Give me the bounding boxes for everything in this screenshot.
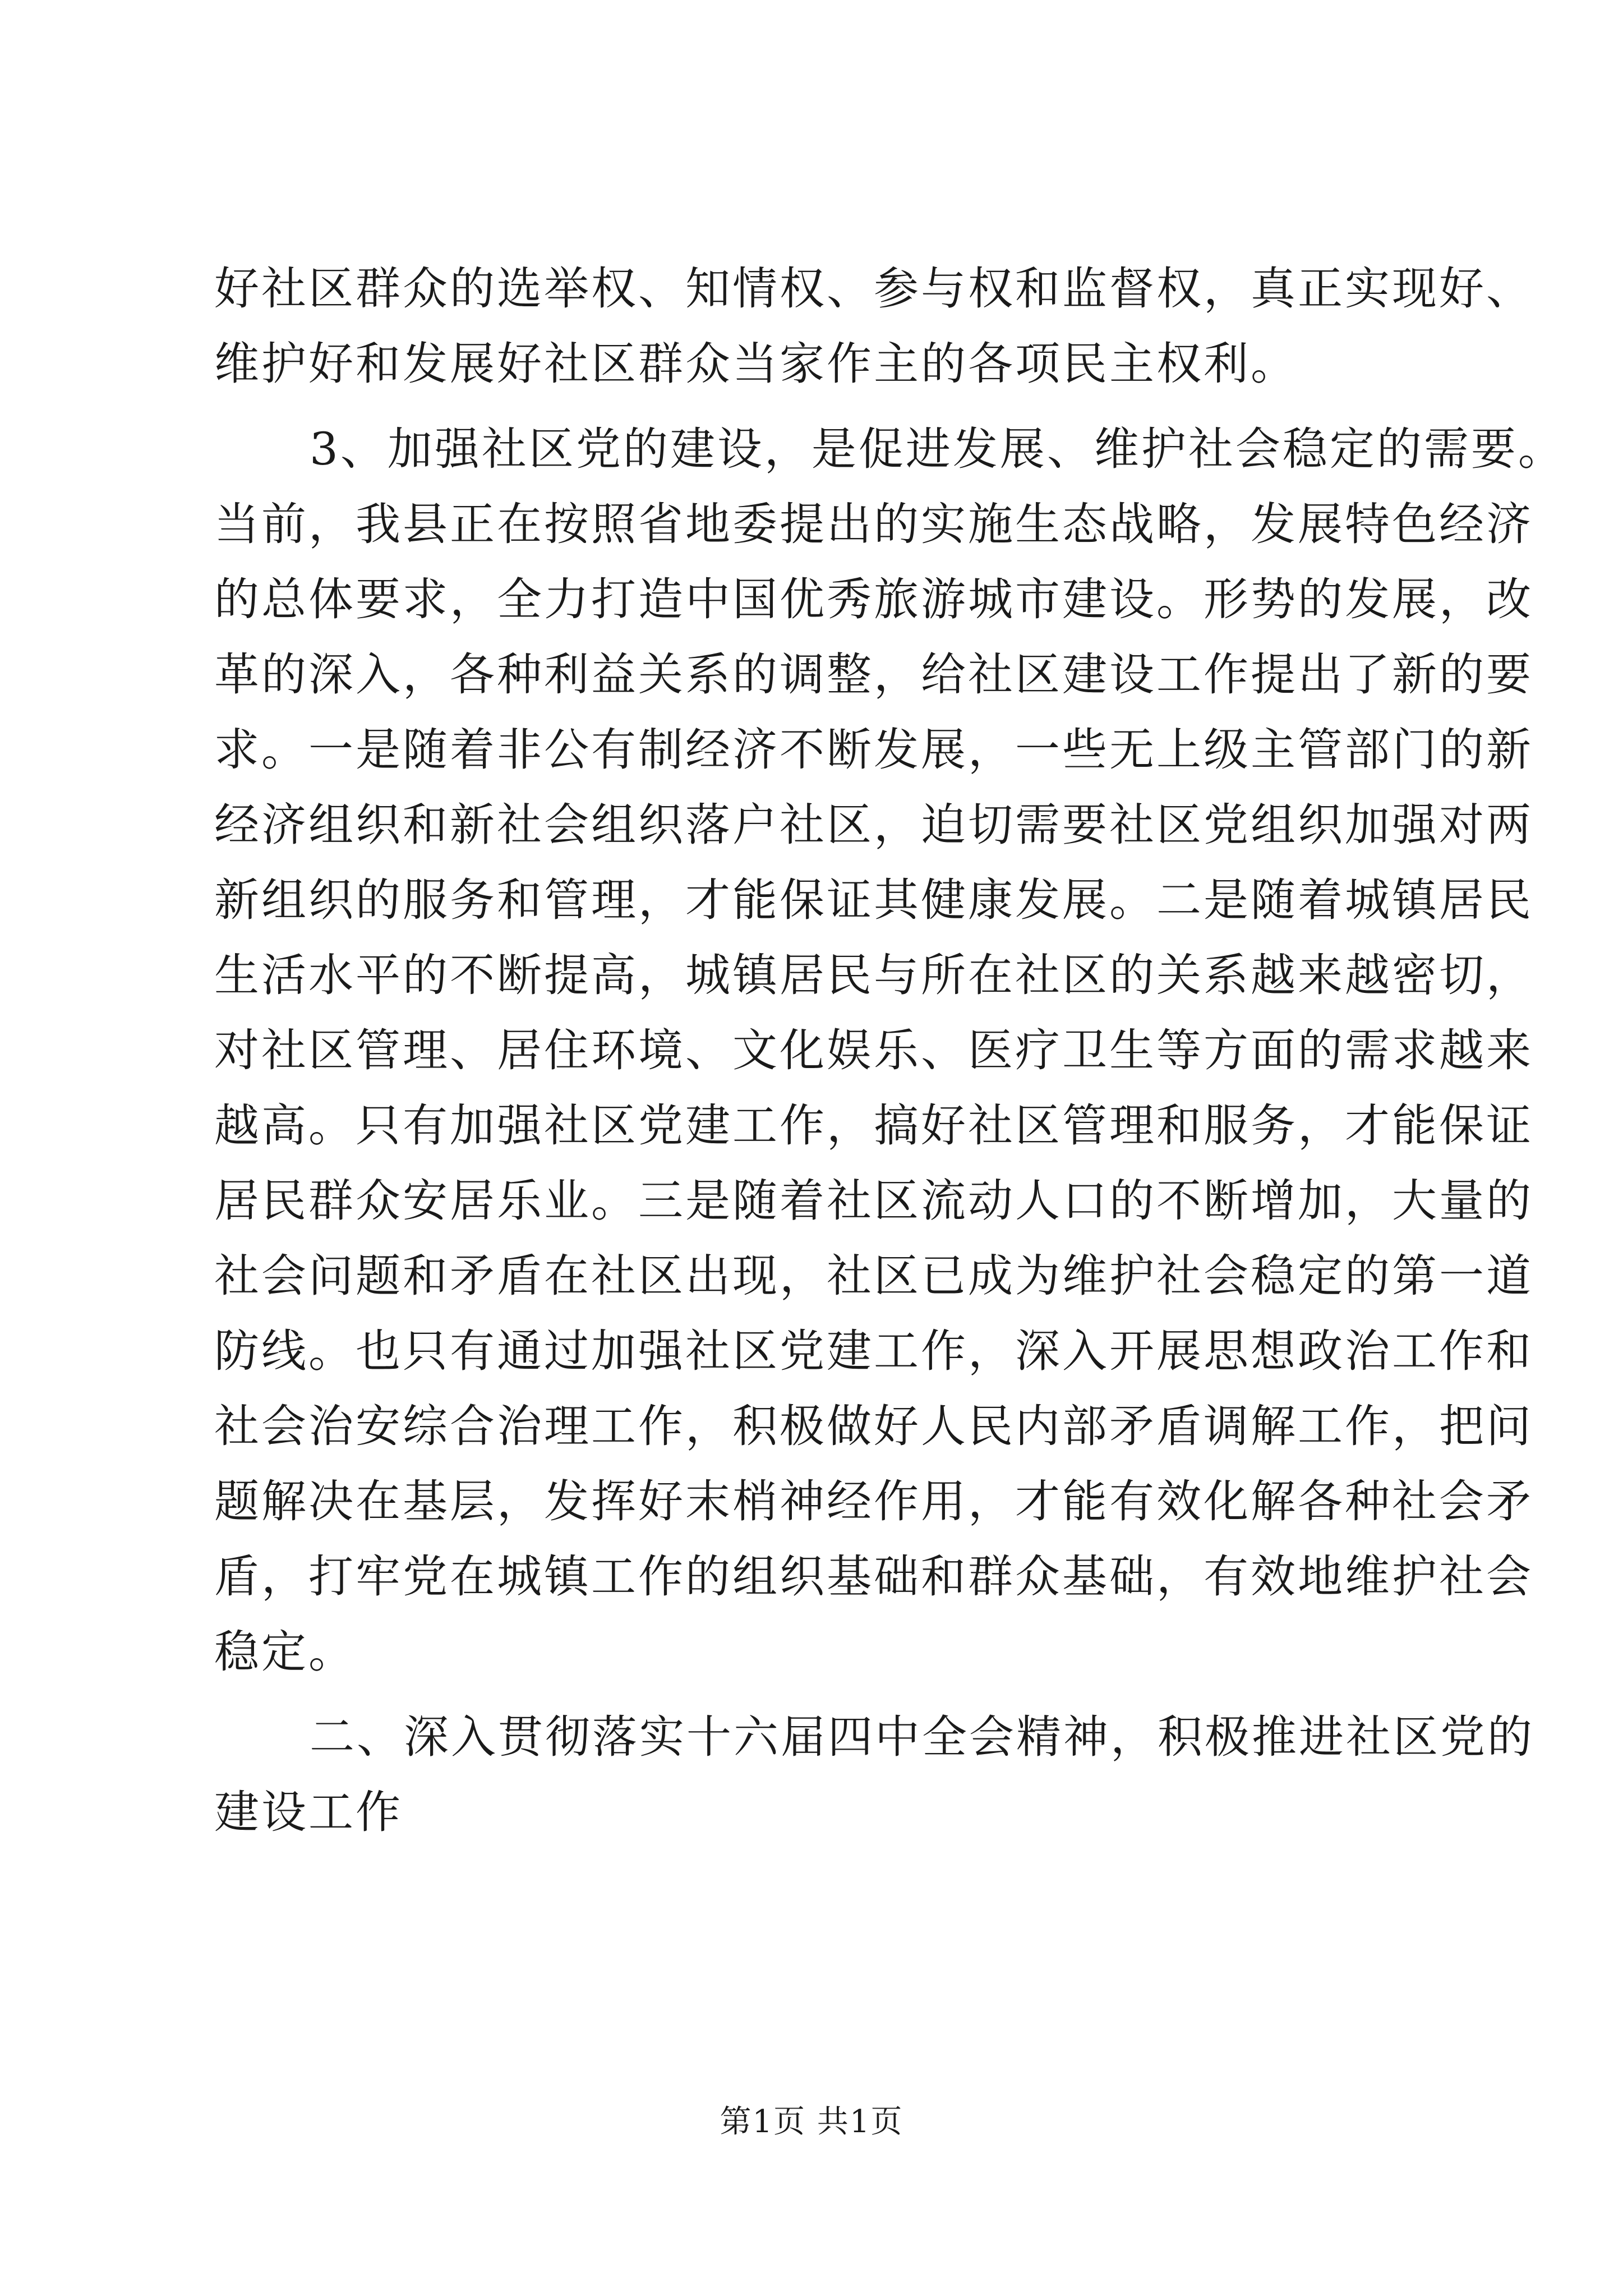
section-heading-continuation: 建设工作 [214, 1786, 403, 1838]
section-heading: 二、深入贯彻落实十六届四中全会精神，积极推进社区党的 [310, 1711, 1534, 1763]
text-line: 稳定。 [214, 1626, 356, 1678]
text-line: 社会治安综合治理工作，积极做好人民内部矛盾调解工作，把问 [214, 1400, 1533, 1452]
text-line: 防线。也只有通过加强社区党建工作，深入开展思想政治工作和 [214, 1325, 1533, 1377]
text-line: 革的深入，各种利益关系的调整，给社区建设工作提出了新的要 [214, 648, 1533, 701]
text-line: 当前，我县正在按照省地委提出的实施生态战略，发展特色经济 [214, 498, 1533, 550]
text-line: 题解决在基层，发挥好末梢神经作用，才能有效化解各种社会矛 [214, 1475, 1533, 1527]
text-line: 维护好和发展好社区群众当家作主的各项民主权利。 [214, 338, 1298, 390]
text-line: 居民群众安居乐业。三是随着社区流动人口的不断增加，大量的 [214, 1175, 1533, 1227]
page-footer: 第1页 共1页 [720, 2104, 903, 2140]
text-line: 对社区管理、居住环境、文化娱乐、医疗卫生等方面的需求越来 [214, 1024, 1533, 1076]
text-line: 新组织的服务和管理，才能保证其健康发展。二是随着城镇居民 [214, 874, 1533, 926]
text-line: 盾，打牢党在城镇工作的组织基础和群众基础，有效地维护社会 [214, 1550, 1533, 1603]
text-line: 的总体要求，全力打造中国优秀旅游城市建设。形势的发展，改 [214, 573, 1533, 625]
text-line: 经济组织和新社会组织落户社区，迫切需要社区党组织加强对两 [214, 799, 1533, 851]
text-line: 好社区群众的选举权、知情权、参与权和监督权，真正实现好、 [214, 263, 1533, 315]
paragraph-heading: 3、加强社区党的建设，是促进发展、维护社会稳定的需要。 [310, 423, 1565, 475]
text-line: 越高。只有加强社区党建工作，搞好社区管理和服务，才能保证 [214, 1099, 1533, 1152]
text-line: 生活水平的不断提高，城镇居民与所在社区的关系越来越密切， [214, 949, 1533, 1001]
text-line: 社会问题和矛盾在社区出现，社区已成为维护社会稳定的第一道 [214, 1250, 1533, 1302]
body-text [214, 251, 1565, 1850]
text-line: 求。一是随着非公有制经济不断发展，一些无上级主管部门的新 [214, 724, 1533, 776]
